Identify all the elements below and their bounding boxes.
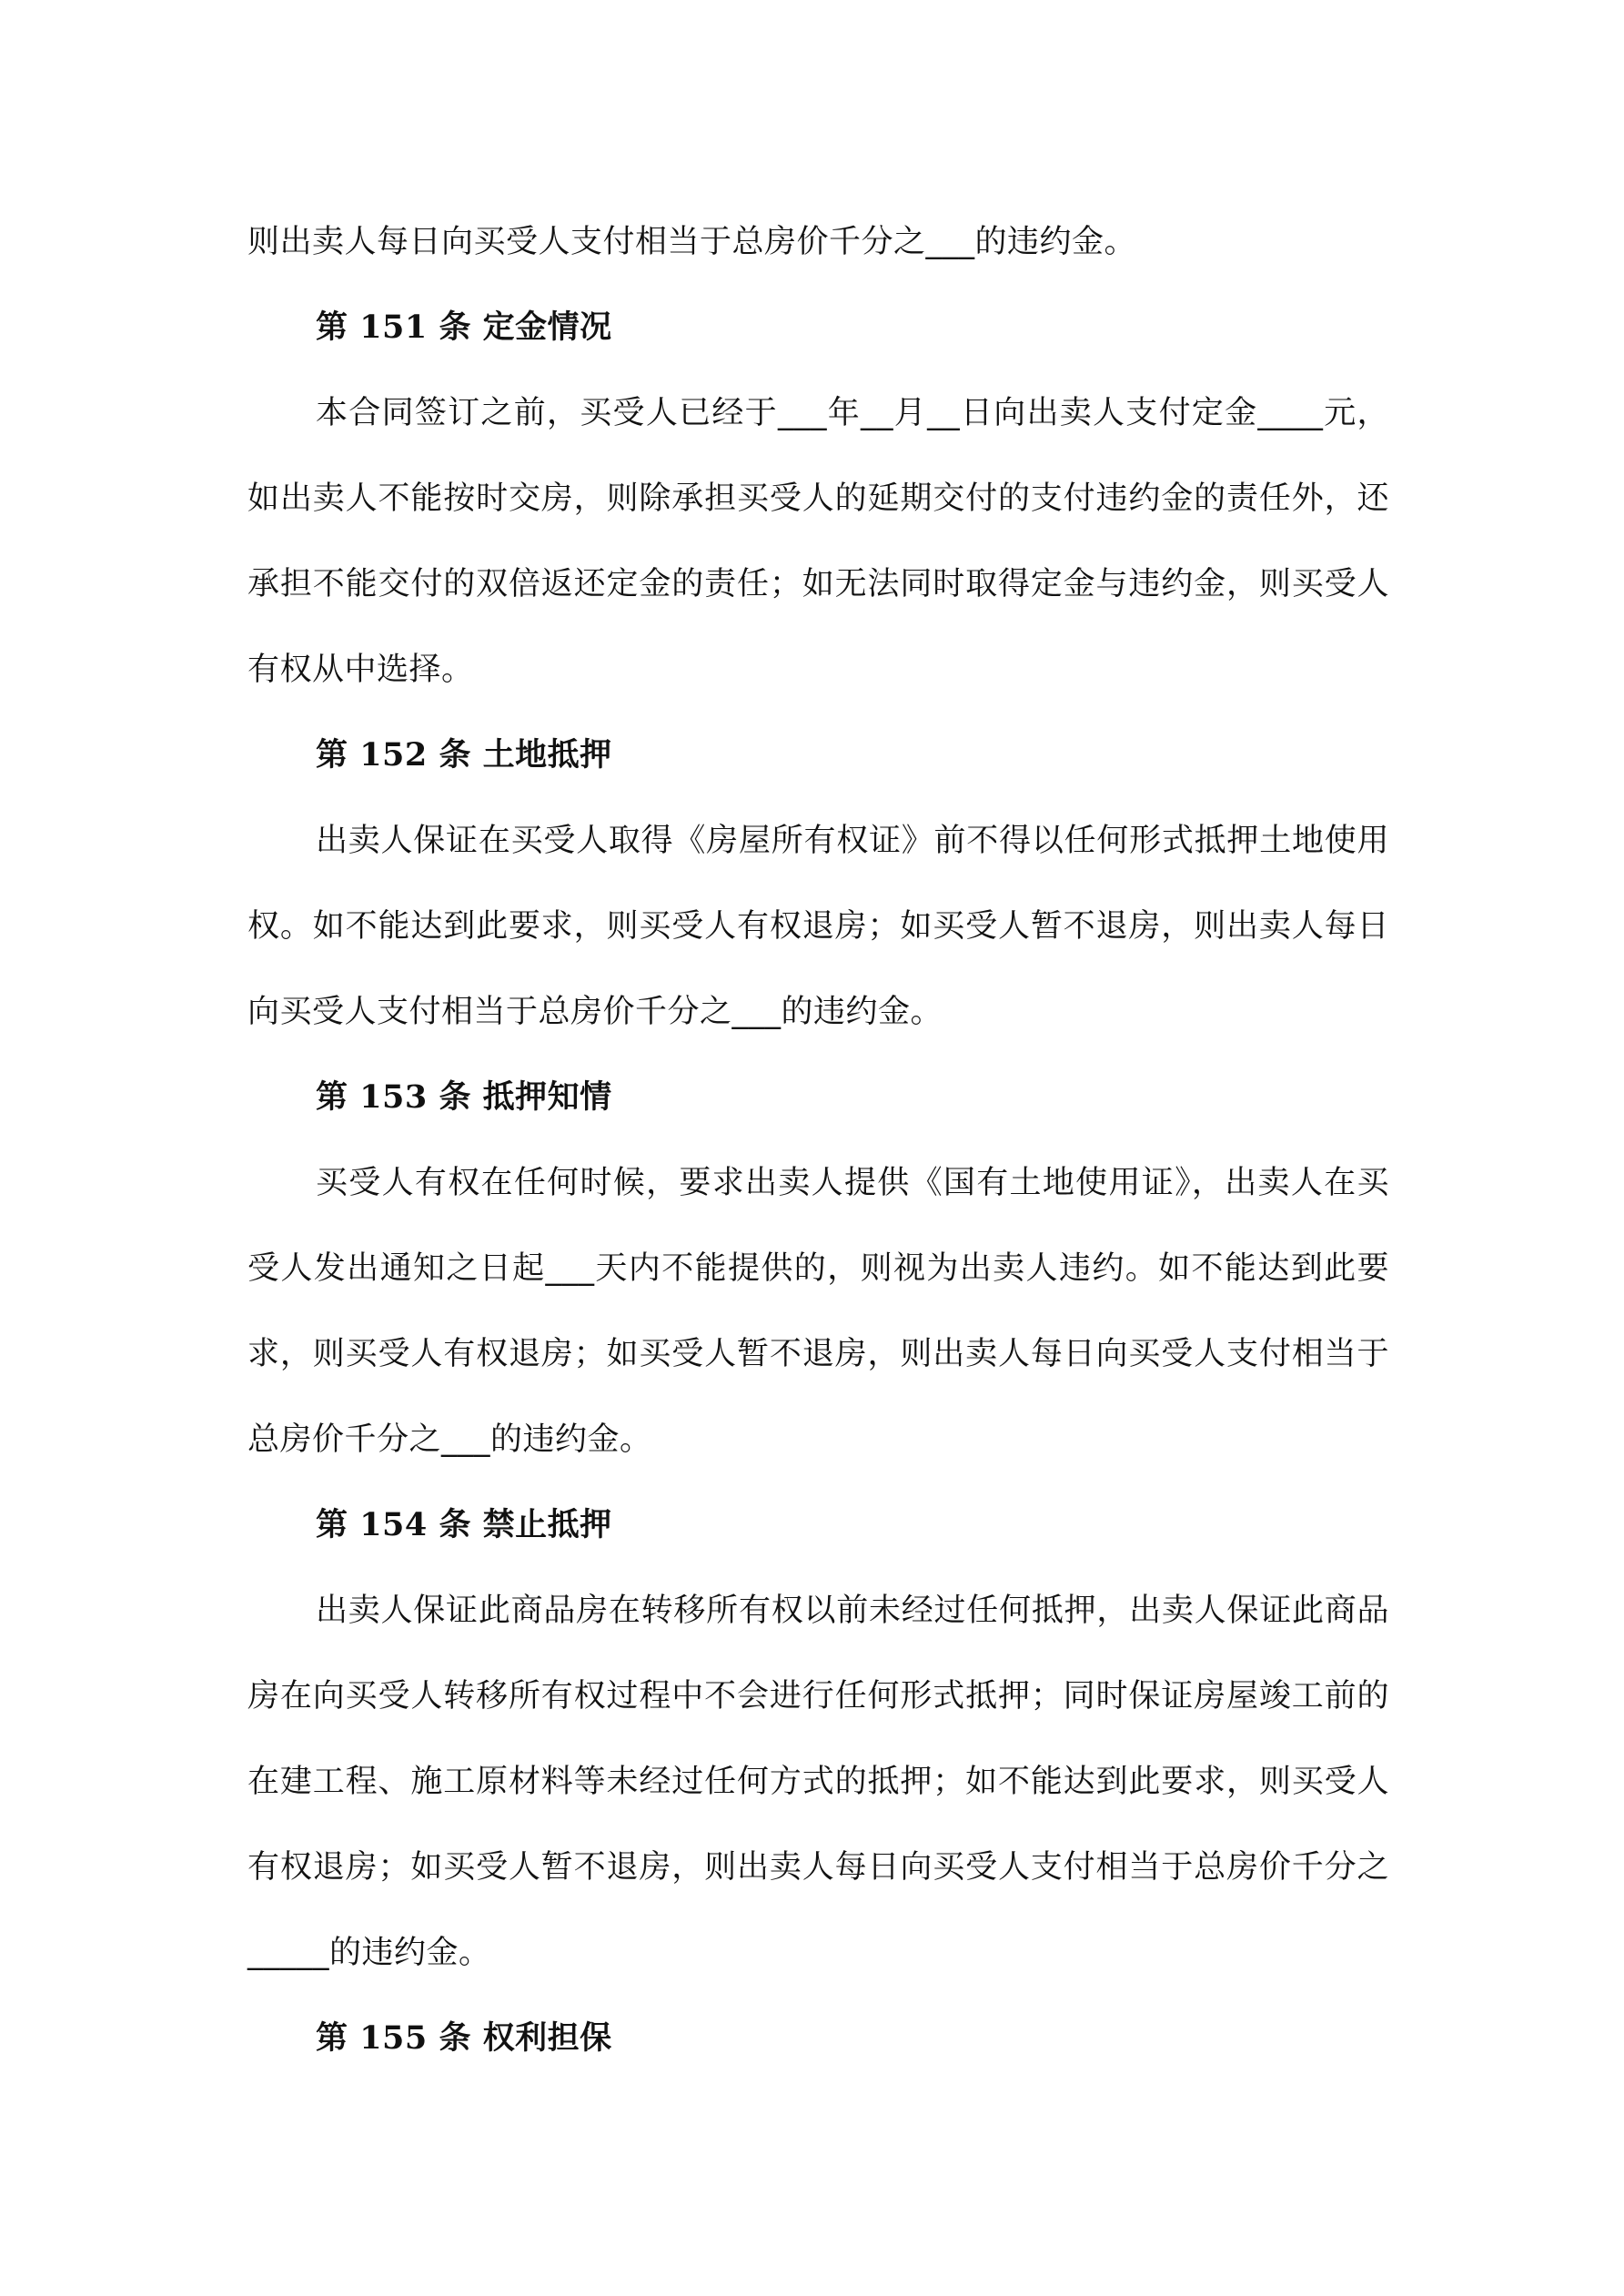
- heading-prefix: 第: [316, 309, 348, 346]
- paragraph-continuation: 则出卖人每日向买受人支付相当于总房价千分之___的违约金。: [247, 224, 1137, 260]
- heading-number: 155: [359, 2019, 428, 2057]
- article-152-body: 出卖人保证在买受人取得《房屋所有权证》前不得以任何形式抵押土地使用权。如不能达到此要求，则买受人有权退房；如买受人暂不退房，则出卖人每日向买受人支付相当于总房价千分之___的违约金。: [247, 823, 1389, 1030]
- article-153-heading: [247, 1055, 1389, 1140]
- heading-prefix: 第: [316, 1079, 348, 1116]
- article-151-body: 本合同签订之前，买受人已经于___年__月__日向出卖人支付定金____元，如出卖人不能按时交房，则除承担买受人的延期交付的支付违约金的责任外，还承担不能交付的双倍返还定金的责任；如无法同时取得定金与违约金，则买受人有权从中选择。: [247, 395, 1389, 688]
- heading-title: 条 禁止抵押: [439, 1507, 612, 1543]
- heading-number: 151: [359, 308, 428, 346]
- heading-title: 条 抵押知情: [439, 1079, 612, 1116]
- heading-title: 条 权利担保: [439, 2020, 612, 2057]
- document-body: [247, 199, 1389, 2081]
- heading-title: 条 定金情况: [439, 309, 612, 346]
- article-151-heading: [247, 285, 1389, 370]
- heading-prefix: 第: [316, 1507, 348, 1543]
- heading-number: 152: [359, 736, 428, 774]
- article-153-body: 买受人有权在任何时候，要求出卖人提供《国有土地使用证》，出卖人在买受人发出通知之日起___天内不能提供的，则视为出卖人违约。如不能达到此要求，则买受人有权退房；如买受人暂不退房，则出卖人每日向买受人支付相当于总房价千分之___的违约金。: [247, 1165, 1389, 1458]
- heading-number: 153: [359, 1078, 428, 1116]
- heading-prefix: 第: [316, 737, 348, 774]
- heading-prefix: 第: [316, 2020, 348, 2057]
- article-155-heading: [247, 1996, 1389, 2081]
- heading-number: 154: [359, 1506, 428, 1543]
- article-154-body: 出卖人保证此商品房在转移所有权以前未经过任何抵押，出卖人保证此商品房在向买受人转移所有权过程中不会进行任何形式抵押；同时保证房屋竣工前的在建工程、施工原材料等未经过任何方式的抵押；如不能达到此要求，则买受人有权退房；如买受人暂不退房，则出卖人每日向买受人支付相当于总房价千分之_____的违约金。: [247, 1593, 1389, 1971]
- heading-title: 条 土地抵押: [439, 737, 612, 774]
- article-154-heading: [247, 1482, 1389, 1568]
- article-152-heading: [247, 713, 1389, 798]
